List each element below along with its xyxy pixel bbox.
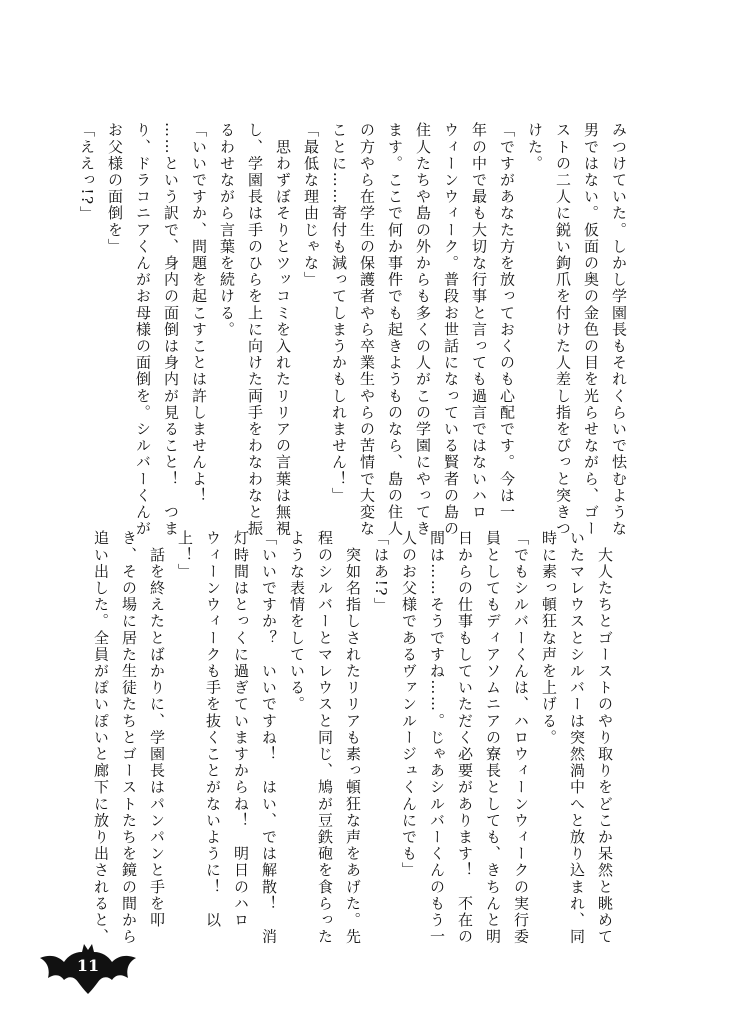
text-line: 「でもシルバーくんは、ハロウィーンウィークの実行委	[512, 530, 530, 945]
text-line: 追い出した。全員がぽいぽいと廊下に放り出されると、	[92, 530, 110, 945]
page-number-badge	[38, 942, 138, 998]
text-line: 「最低な理由じゃな」	[302, 122, 320, 288]
text-line: 員としてもディアソムニアの寮長としても、きちんと明	[484, 530, 502, 945]
text-line: いたマレウスとシルバーは突然渦中へと放り込まれ、同	[568, 530, 586, 945]
text-line: 「ですがあなた方を放っておくのも心配です。今は一	[498, 122, 516, 521]
text-line: 程のシルバーとマレウスと同じ、鳩が豆鉄砲を食らった	[316, 530, 334, 945]
text-line: 「いいですか？ いいですね！ はい、では解散！ 消	[260, 530, 278, 945]
text-line: 男ではない。仮面の奥の金色の目を光らせながら、ゴー	[582, 122, 600, 537]
text-line: ウィーンウィークも手を抜くことがないように！ 以	[204, 530, 222, 929]
lower-text-block	[71, 530, 619, 945]
text-line: 時に素っ頓狂な声を上げる。	[540, 530, 558, 746]
text-line: お父様の面倒を」	[106, 122, 124, 255]
text-line: ウィーンウィーク。普段お世話になっている賢者の島の	[442, 122, 460, 537]
text-line: ます。ここで何か事件でも起きようものなら、島の住人	[386, 122, 404, 537]
text-line: き、その場に居た生徒たちとゴーストたちを鏡の間から	[120, 530, 138, 945]
text-line: 住人たちや島の外からも多くの人がこの学園にやってき	[414, 122, 432, 537]
text-line: 思わずぼそりとツッコミを入れたリリアの言葉は無視	[274, 122, 292, 537]
text-line: ような表情をしている。	[288, 530, 306, 713]
text-line: 上！」	[176, 530, 194, 580]
text-line: の方やら在学生の保護者やら卒業生やらの苦情で大変な	[358, 122, 376, 537]
upper-text-block	[78, 122, 633, 537]
text-line: 大人たちとゴーストのやり取りをどこか呆然と眺めて	[596, 530, 614, 945]
text-line: 「はあ!?」	[372, 530, 390, 614]
page-number: 11	[76, 956, 100, 975]
text-line: ストの二人に鋭い鉤爪を付けた人差し指をぴっと突きつ	[554, 122, 572, 537]
text-line: ことに……寄付も減ってしまうかもしれません！」	[330, 122, 348, 504]
text-line: 年の中で最も大切な行事と言っても過言ではないハロ	[470, 122, 488, 521]
text-line: 間は……そうですね……。じゃあシルバーくんのもう一	[428, 530, 446, 945]
text-line: 突如名指しされたリリアも素っ頓狂な声をあげた。先	[344, 530, 362, 945]
text-line: 灯時間はとっくに過ぎていますからね！ 明日のハロ	[232, 530, 250, 929]
text-line: 「いいですか、問題を起こすことは許しませんよ！	[190, 122, 208, 504]
text-line: ……という訳で、身内の面倒は身内が見ること！ つま	[162, 122, 180, 537]
text-line: 話を終えたとばかりに、学園長はパンパンと手を叩	[148, 530, 166, 929]
text-line: るわせながら言葉を続ける。	[218, 122, 236, 338]
text-line: みつけていた。しかし学園長もそれくらいで怯むような	[610, 122, 628, 537]
text-line: けた。	[526, 122, 544, 172]
text-line: 日からの仕事もしていただく必要があります！ 不在の	[456, 530, 474, 945]
text-line: し、学園長は手のひらを上に向けた両手をわなわなと振	[246, 122, 264, 537]
text-line: 人のお父様であるヴァンルージュくんにでも」	[400, 530, 418, 879]
text-line: 「ええっ!?」	[78, 122, 96, 223]
text-line: り、ドラコニアくんがお母様の面倒を。シルバーくんが	[134, 122, 152, 537]
